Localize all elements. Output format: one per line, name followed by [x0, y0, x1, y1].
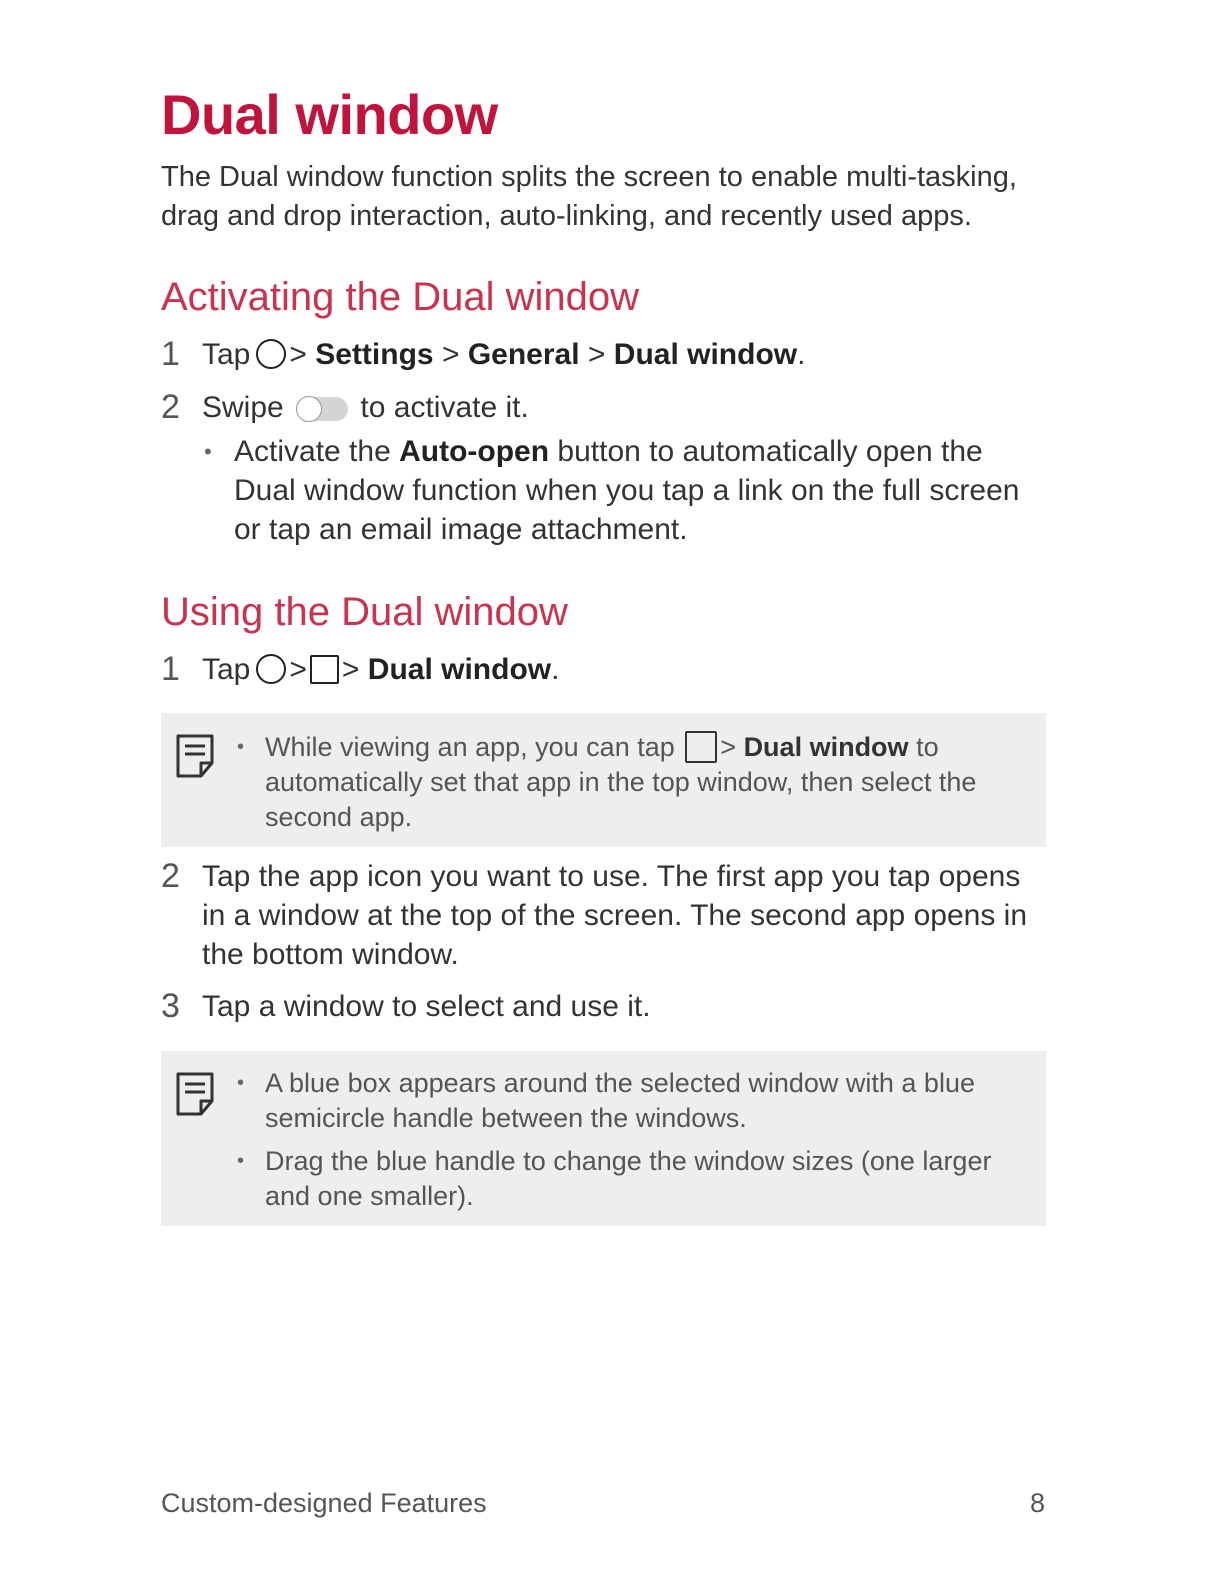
dual-window-label: Dual window: [367, 653, 552, 686]
bullet-text-post: button to automatically open the Dual window function when you tap a link on the full screen or tap an email image attachment.: [234, 435, 1020, 546]
auto-open-label: Auto-open: [399, 435, 550, 468]
step-number: 3: [161, 987, 180, 1025]
dual-window-label: Dual window: [613, 338, 798, 371]
settings-label: Settings: [315, 338, 434, 371]
bullet-dot: •: [237, 1072, 245, 1094]
recent-apps-square-icon: [685, 731, 717, 763]
step-using-1: [161, 650, 1041, 689]
step-number: 2: [161, 388, 180, 426]
step-text-rest: to activate it.: [360, 391, 529, 424]
step-text: Tap a window to select and use it.: [202, 990, 651, 1023]
bullet-dot: •: [204, 439, 212, 464]
section-heading-activating: Activating the Dual window: [161, 275, 640, 319]
step-number: 2: [161, 857, 180, 895]
step-using-2: [161, 857, 1041, 974]
step-using-3: [161, 987, 1041, 1026]
note-text-post: to automatically set that app in the top window, then select the second app.: [265, 732, 977, 832]
note-text: A blue box appears around the selected window with a blue semicircle handle between the windows.: [265, 1068, 975, 1133]
note-icon: [175, 1071, 215, 1117]
footer-section-title: Custom-designed Features: [161, 1488, 487, 1518]
step-activate-2: [161, 388, 1041, 427]
step-end: .: [551, 653, 560, 686]
separator: >: [289, 653, 307, 686]
separator: >: [341, 653, 360, 686]
toggle-switch-icon: [296, 397, 348, 421]
note-box-2: [161, 1051, 1046, 1226]
step-text-tap: Tap: [202, 653, 251, 686]
bullet-dot: •: [237, 1150, 245, 1172]
step-number: 1: [161, 335, 180, 373]
note-item: [237, 1144, 1027, 1214]
separator: >: [720, 732, 737, 762]
step-number: 1: [161, 650, 180, 688]
separator: >: [587, 338, 606, 371]
step-text: Tap the app icon you want to use. The first app you tap opens in a window at the top of the screen. The second app opens in the bottom window.: [202, 860, 1027, 971]
step-end: .: [797, 338, 806, 371]
note-text-pre: While viewing an app, you can tap: [265, 732, 675, 762]
separator: >: [441, 338, 460, 371]
page-number: 8: [1029, 1488, 1045, 1518]
dual-window-label: Dual window: [743, 732, 909, 762]
section-heading-using: Using the Dual window: [161, 590, 568, 634]
step-text-swipe: Swipe: [202, 391, 284, 424]
bullet-dot: •: [237, 736, 245, 758]
note-text: Drag the blue handle to change the window sizes (one larger and one smaller).: [265, 1146, 992, 1211]
home-circle-icon: [256, 339, 286, 369]
recent-apps-square-icon: [310, 655, 339, 684]
note-icon: [175, 733, 215, 779]
note-box-1: [161, 713, 1046, 847]
home-circle-icon: [256, 654, 286, 684]
page-title: Dual window: [161, 83, 498, 146]
step-activate-1: [161, 335, 1041, 374]
note-item: [237, 730, 1027, 835]
bullet-text-pre: Activate the: [234, 435, 391, 468]
intro-paragraph: The Dual window function splits the screen to enable multi-tasking, drag and drop interaction, auto-linking, and recently used apps.: [161, 161, 1017, 232]
step-text-tap: Tap: [202, 338, 251, 371]
auto-open-bullet: [204, 432, 1044, 549]
general-label: General: [467, 338, 580, 371]
separator: >: [289, 338, 307, 371]
note-item: [237, 1066, 1027, 1136]
